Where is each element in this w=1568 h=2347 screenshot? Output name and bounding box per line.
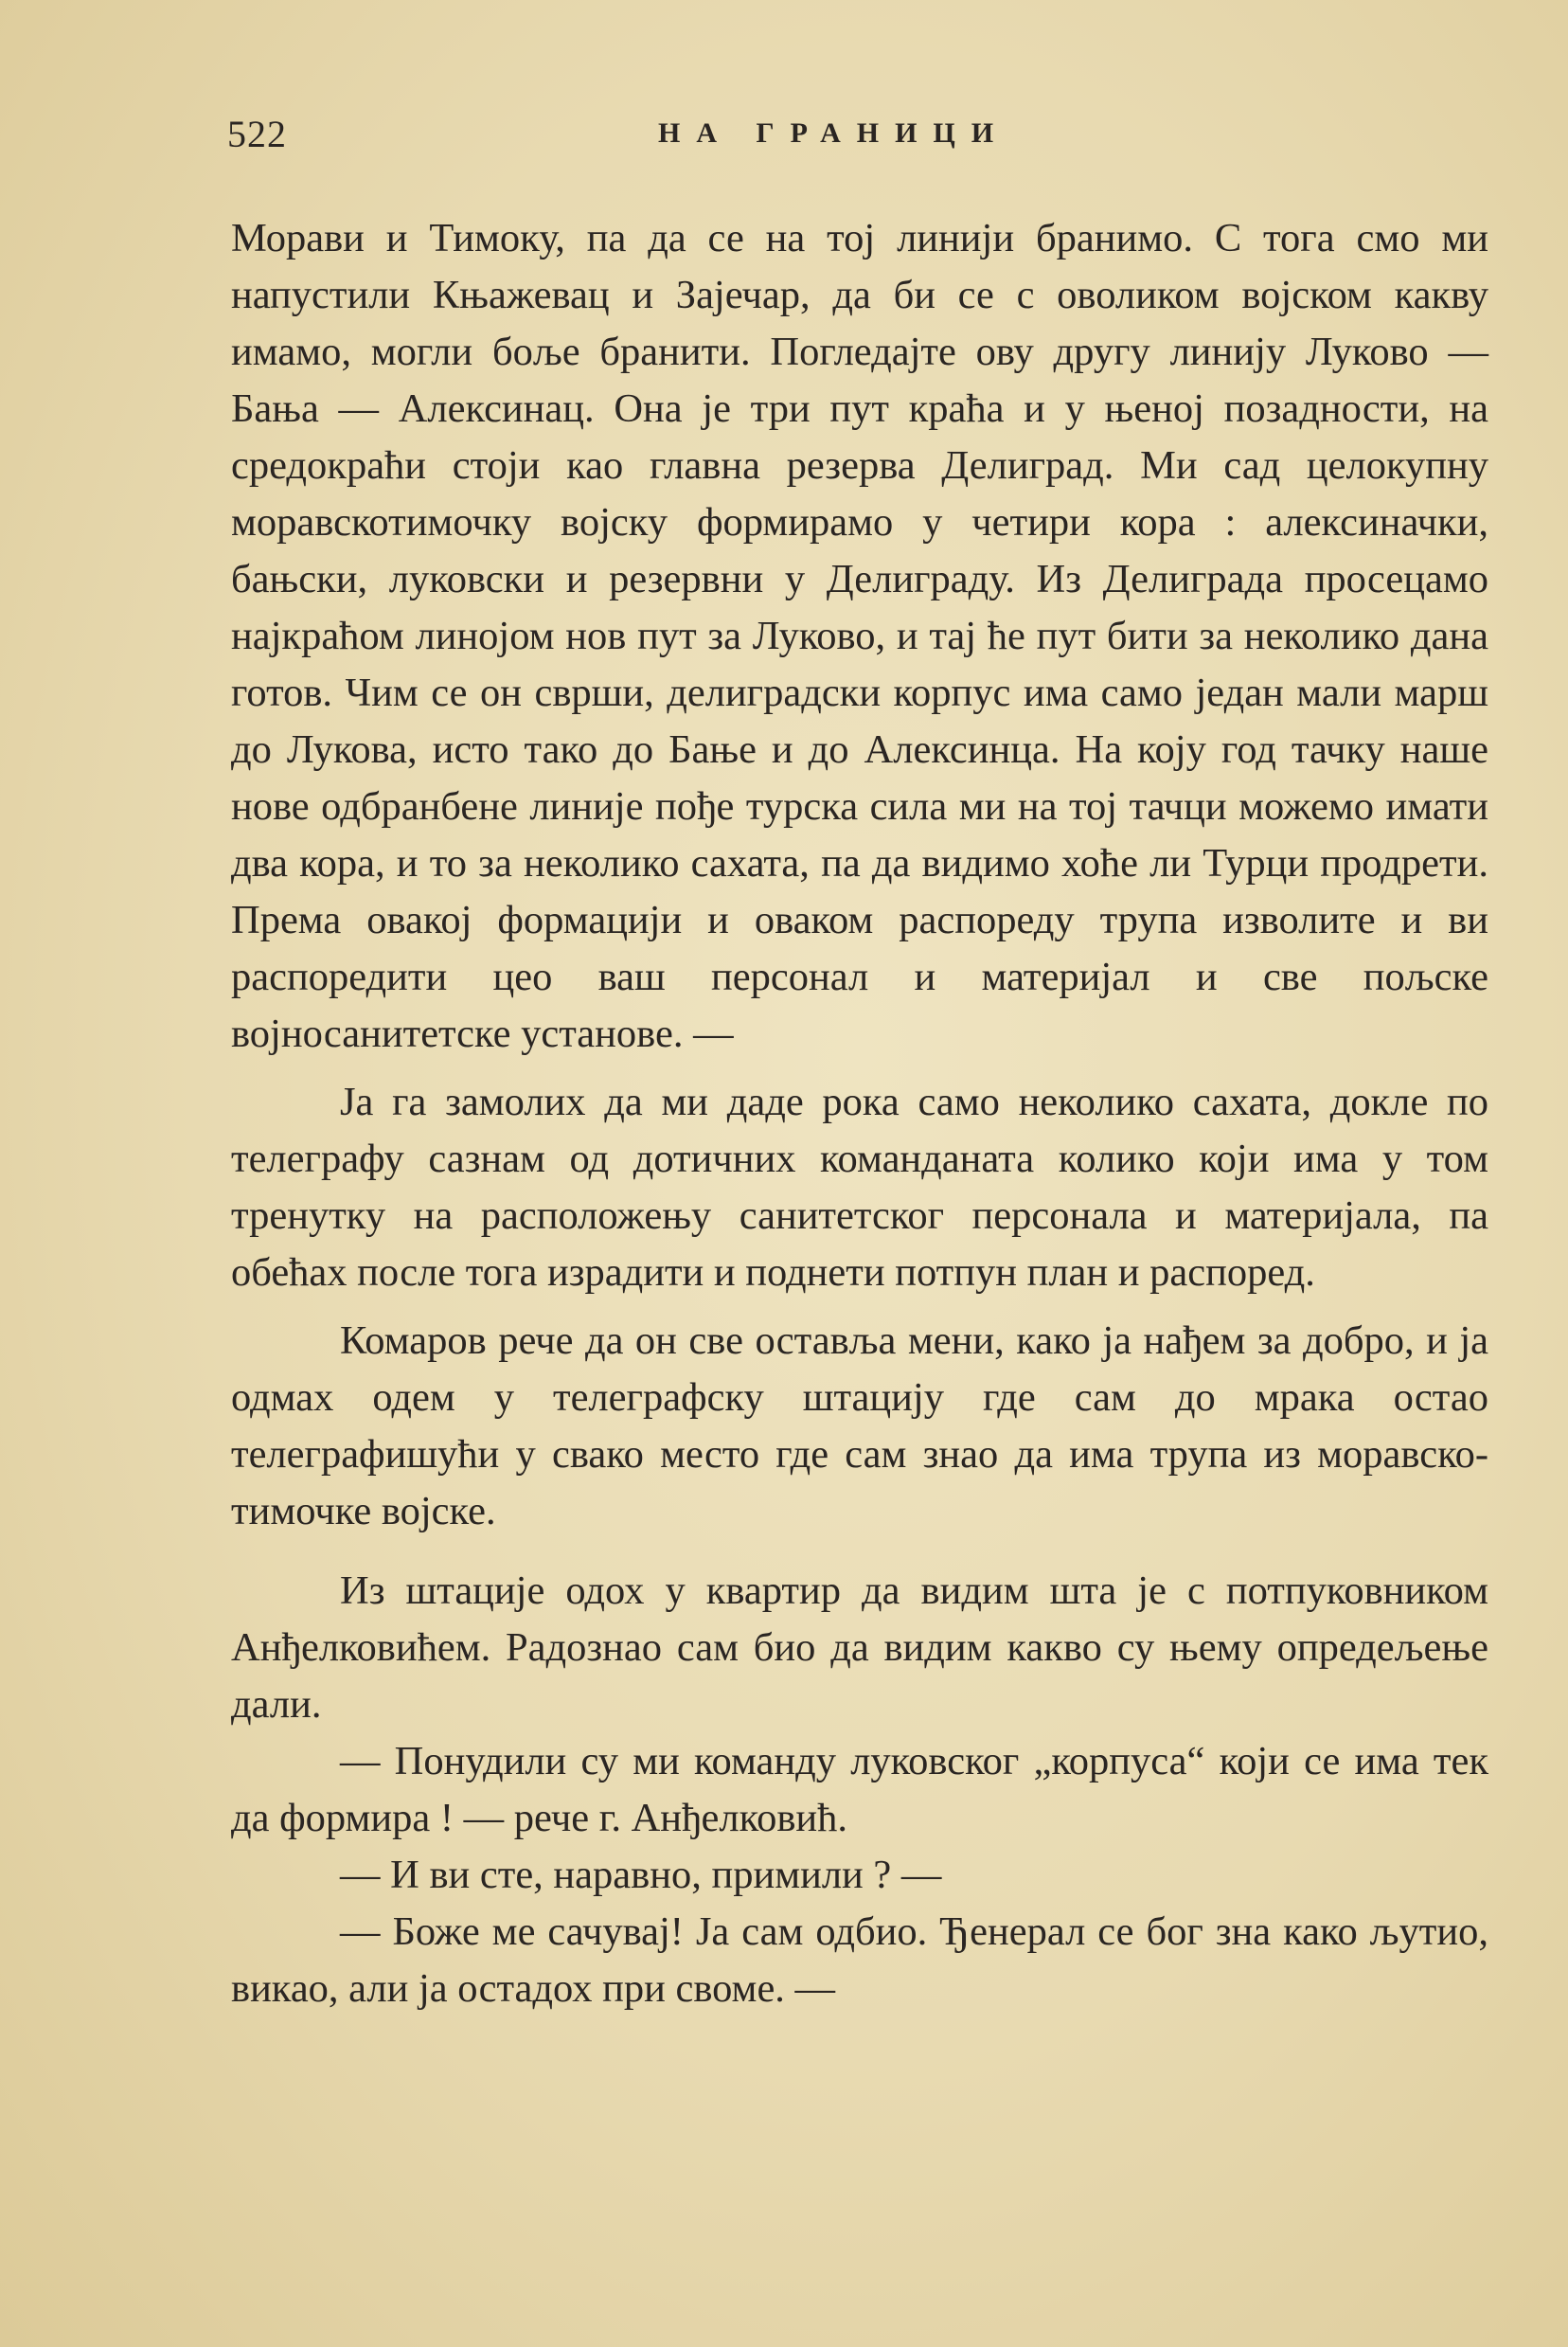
dialogue-line: — Боже ме сачувај! Ја сам одбио. Ђенерал се бог зна како љутио, викао, али ја остадох при своме. — (231, 1909, 1488, 2011)
page-header (227, 112, 1335, 169)
paragraph: Комаров рече да он све оставља мени, како ја нађем за добро, и ја одмах одем у телеграфску штацију где сам до мрака остао телеграфишући у свако место где сам знао да има трупа из моравско-тимочке војске. (231, 1318, 1488, 1533)
dialogue-line: — Понудили су ми команду луковског „корпуса“ који се има тек да формира ! — рече г. Анђелковић. (231, 1739, 1488, 1840)
page-number: 522 (227, 113, 287, 155)
paragraph: Из штације одох у квартир да видим шта је с потпуковником Анђелковићем. Радознао сам био да видим какво су њему опредељење дали. (231, 1568, 1488, 1727)
paragraph: Ја га замолих да ми даде рока само неколико сахата, докле по телеграфу сазнам од дотичних команданата колико који има у том тренутку на расположењу санитетског персонала и материјала, па обећах после тога израдити и поднети потпун план и распоред. (231, 1080, 1488, 1295)
running-head: НА ГРАНИЦИ (658, 117, 1010, 149)
dialogue-line: — И ви сте, наравно, примили ? — (340, 1853, 942, 1897)
body-text (231, 210, 1488, 2017)
paragraph: Морави и Тимоку, па да се на тој линији бранимо. С тога смо ми напустили Књажевац и Зајечар, да би се с оволиком војском какву имамо, могли боље бранити. Погледајте ову другу линију Луково — Бања — Алексинац. Она је три пут краћа и у њеној позадности, на средокраћи стоји као главна резерва Делиград. Ми сад целокупну моравскотимочку војску формирамо у четири кора : алексиначки, бањски, луковски и резервни у Делиграду. Из Делиграда просецамо најкраћом линојом нов пут за Луково, и тај ће пут бити за неколико дана готов. Чим се он сврши, делиградски корпус има само један мали марш до Лукова, исто тако до Бање и до Алексинца. На коју год тачку наше нове одбранбене линије пође турска сила ми на тој тачци можемо имати два кора, и то за неколико сахата, па да видимо хоће ли Турци продрети. Према овакој формацији и оваком распореду трупа изволите и ви распоредити цео ваш персонал и материјал и све пољске војносанитетске установе. — (231, 216, 1488, 1056)
